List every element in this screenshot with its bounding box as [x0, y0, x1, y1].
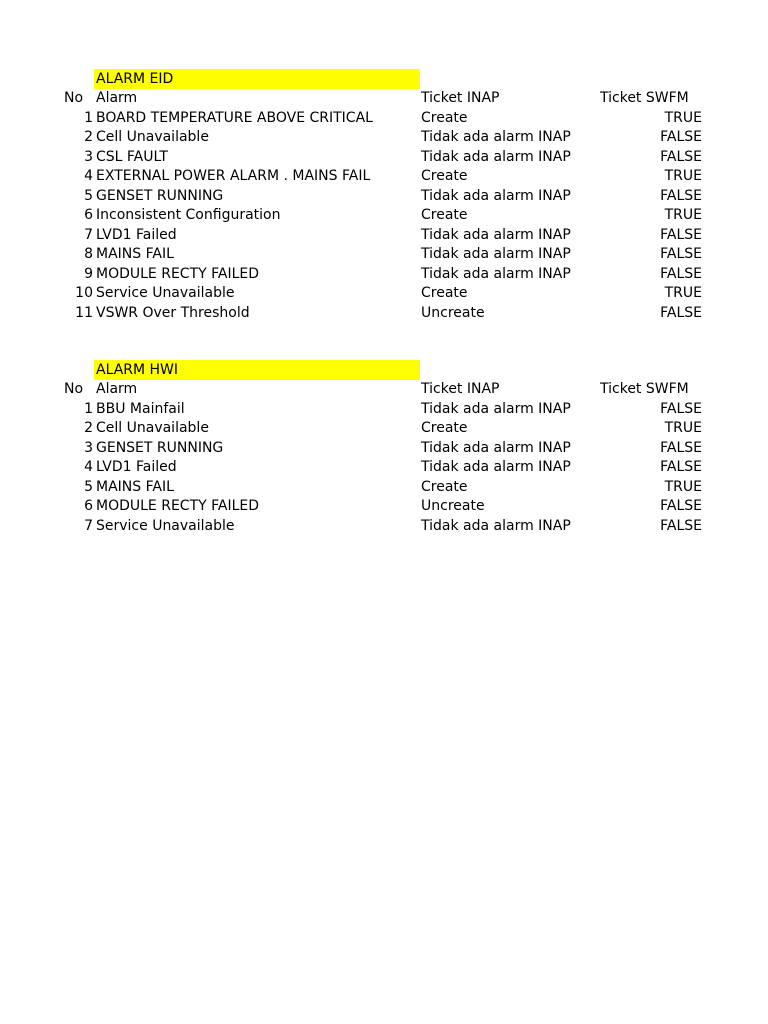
alarm-eid-title: ALARM EID — [96, 71, 174, 87]
row-ticket-swfm: FALSE — [660, 226, 702, 243]
row-alarm: Inconsistent Configuration — [96, 207, 281, 223]
row-no: 7 — [84, 517, 93, 534]
row-ticket-swfm: FALSE — [660, 187, 702, 204]
row-ticket-inap: Create — [421, 207, 468, 223]
row-ticket-inap: Create — [421, 285, 468, 301]
table-row — [0, 400, 768, 420]
table-row — [0, 206, 768, 226]
row-alarm: Cell Unavailable — [96, 129, 209, 145]
row-no: 5 — [84, 478, 93, 495]
row-ticket-swfm: TRUE — [664, 168, 702, 184]
table-row — [0, 304, 768, 324]
header-ticket-inap: Ticket INAP — [421, 381, 500, 397]
row-alarm: Service Unavailable — [96, 517, 235, 534]
row-no: 6 — [84, 207, 93, 223]
row-alarm: MODULE RECTY FAILED — [96, 265, 260, 282]
table-row — [0, 284, 768, 304]
table-row — [0, 128, 768, 148]
row-alarm: BOARD TEMPERATURE ABOVE CRITICAL — [96, 109, 373, 126]
row-alarm: Service Unavailable — [96, 285, 235, 301]
row-ticket-swfm: FALSE — [660, 400, 702, 417]
row-ticket-inap: Tidak ada alarm INAP — [421, 226, 571, 243]
row-ticket-inap: Tidak ada alarm INAP — [421, 517, 571, 534]
table-row — [0, 187, 768, 207]
row-no: 3 — [84, 439, 93, 456]
row-alarm: VSWR Over Threshold — [96, 304, 250, 321]
row-ticket-inap: Create — [421, 109, 468, 126]
table-header-row — [0, 89, 768, 109]
row-alarm: BBU Mainfail — [96, 400, 185, 417]
row-alarm: MAINS FAIL — [96, 478, 174, 495]
table-row — [0, 109, 768, 129]
table-row — [0, 458, 768, 478]
table-row — [0, 245, 768, 265]
row-no: 7 — [84, 226, 93, 243]
row-ticket-inap: Create — [421, 478, 468, 495]
row-ticket-swfm: FALSE — [660, 498, 702, 514]
table-header-row — [0, 380, 768, 400]
row-no: 8 — [84, 246, 93, 262]
row-ticket-swfm: FALSE — [660, 517, 702, 534]
alarm-hwi-title: ALARM HWI — [96, 362, 179, 378]
row-no: 3 — [84, 148, 93, 165]
row-ticket-swfm: TRUE — [664, 478, 702, 495]
row-no: 5 — [84, 187, 93, 204]
table-row — [0, 265, 768, 285]
row-alarm: Cell Unavailable — [96, 420, 209, 436]
row-no: 4 — [84, 459, 93, 475]
row-alarm: LVD1 Failed — [96, 459, 177, 475]
row-ticket-swfm: FALSE — [660, 265, 702, 282]
row-ticket-swfm: FALSE — [660, 304, 702, 321]
row-ticket-inap: Tidak ada alarm INAP — [421, 459, 571, 475]
row-ticket-inap: Tidak ada alarm INAP — [421, 129, 571, 145]
alarm-eid-title-bar — [94, 69, 420, 89]
row-no: 11 — [75, 304, 93, 321]
row-alarm: GENSET RUNNING — [96, 439, 224, 456]
table-row — [0, 478, 768, 498]
row-ticket-swfm: TRUE — [664, 207, 702, 223]
row-ticket-inap: Tidak ada alarm INAP — [421, 400, 571, 417]
row-ticket-swfm: TRUE — [664, 109, 702, 126]
row-no: 9 — [84, 265, 93, 282]
table-row — [0, 517, 768, 537]
header-ticket-inap: Ticket INAP — [421, 90, 500, 106]
alarm-eid-table — [0, 89, 768, 323]
row-no: 1 — [84, 400, 93, 417]
row-ticket-swfm: FALSE — [660, 439, 702, 456]
header-alarm: Alarm — [96, 381, 138, 397]
row-ticket-swfm: FALSE — [660, 459, 702, 475]
row-ticket-inap: Create — [421, 168, 468, 184]
row-no: 2 — [84, 420, 93, 436]
row-ticket-inap: Tidak ada alarm INAP — [421, 187, 571, 204]
row-alarm: GENSET RUNNING — [96, 187, 224, 204]
table-row — [0, 419, 768, 439]
row-ticket-inap: Uncreate — [421, 304, 485, 321]
row-ticket-swfm: FALSE — [660, 148, 702, 165]
row-alarm: MAINS FAIL — [96, 246, 174, 262]
row-no: 6 — [84, 498, 93, 514]
alarm-hwi-title-bar — [94, 360, 420, 380]
row-ticket-swfm: FALSE — [660, 129, 702, 145]
row-ticket-inap: Tidak ada alarm INAP — [421, 148, 571, 165]
row-alarm: MODULE RECTY FAILED — [96, 498, 260, 514]
row-no: 1 — [84, 109, 93, 126]
row-ticket-inap: Create — [421, 420, 468, 436]
header-ticket-swfm: Ticket SWFM — [600, 90, 689, 106]
table-row — [0, 167, 768, 187]
table-row — [0, 497, 768, 517]
header-ticket-swfm: Ticket SWFM — [600, 381, 689, 397]
row-alarm: CSL FAULT — [96, 148, 168, 165]
row-no: 10 — [75, 285, 93, 301]
header-no: No — [64, 90, 84, 106]
table-row — [0, 439, 768, 459]
alarm-hwi-table — [0, 380, 768, 536]
row-ticket-inap: Tidak ada alarm INAP — [421, 265, 571, 282]
table-row — [0, 148, 768, 168]
row-alarm: EXTERNAL POWER ALARM . MAINS FAIL — [96, 168, 371, 184]
row-ticket-inap: Tidak ada alarm INAP — [421, 439, 571, 456]
row-no: 2 — [84, 129, 93, 145]
table-row — [0, 226, 768, 246]
row-ticket-swfm: TRUE — [664, 420, 702, 436]
row-ticket-inap: Uncreate — [421, 498, 485, 514]
row-ticket-swfm: TRUE — [664, 285, 702, 301]
row-ticket-inap: Tidak ada alarm INAP — [421, 246, 571, 262]
row-ticket-swfm: FALSE — [660, 246, 702, 262]
header-alarm: Alarm — [96, 90, 138, 106]
row-no: 4 — [84, 168, 93, 184]
header-no: No — [64, 381, 84, 397]
row-alarm: LVD1 Failed — [96, 226, 177, 243]
